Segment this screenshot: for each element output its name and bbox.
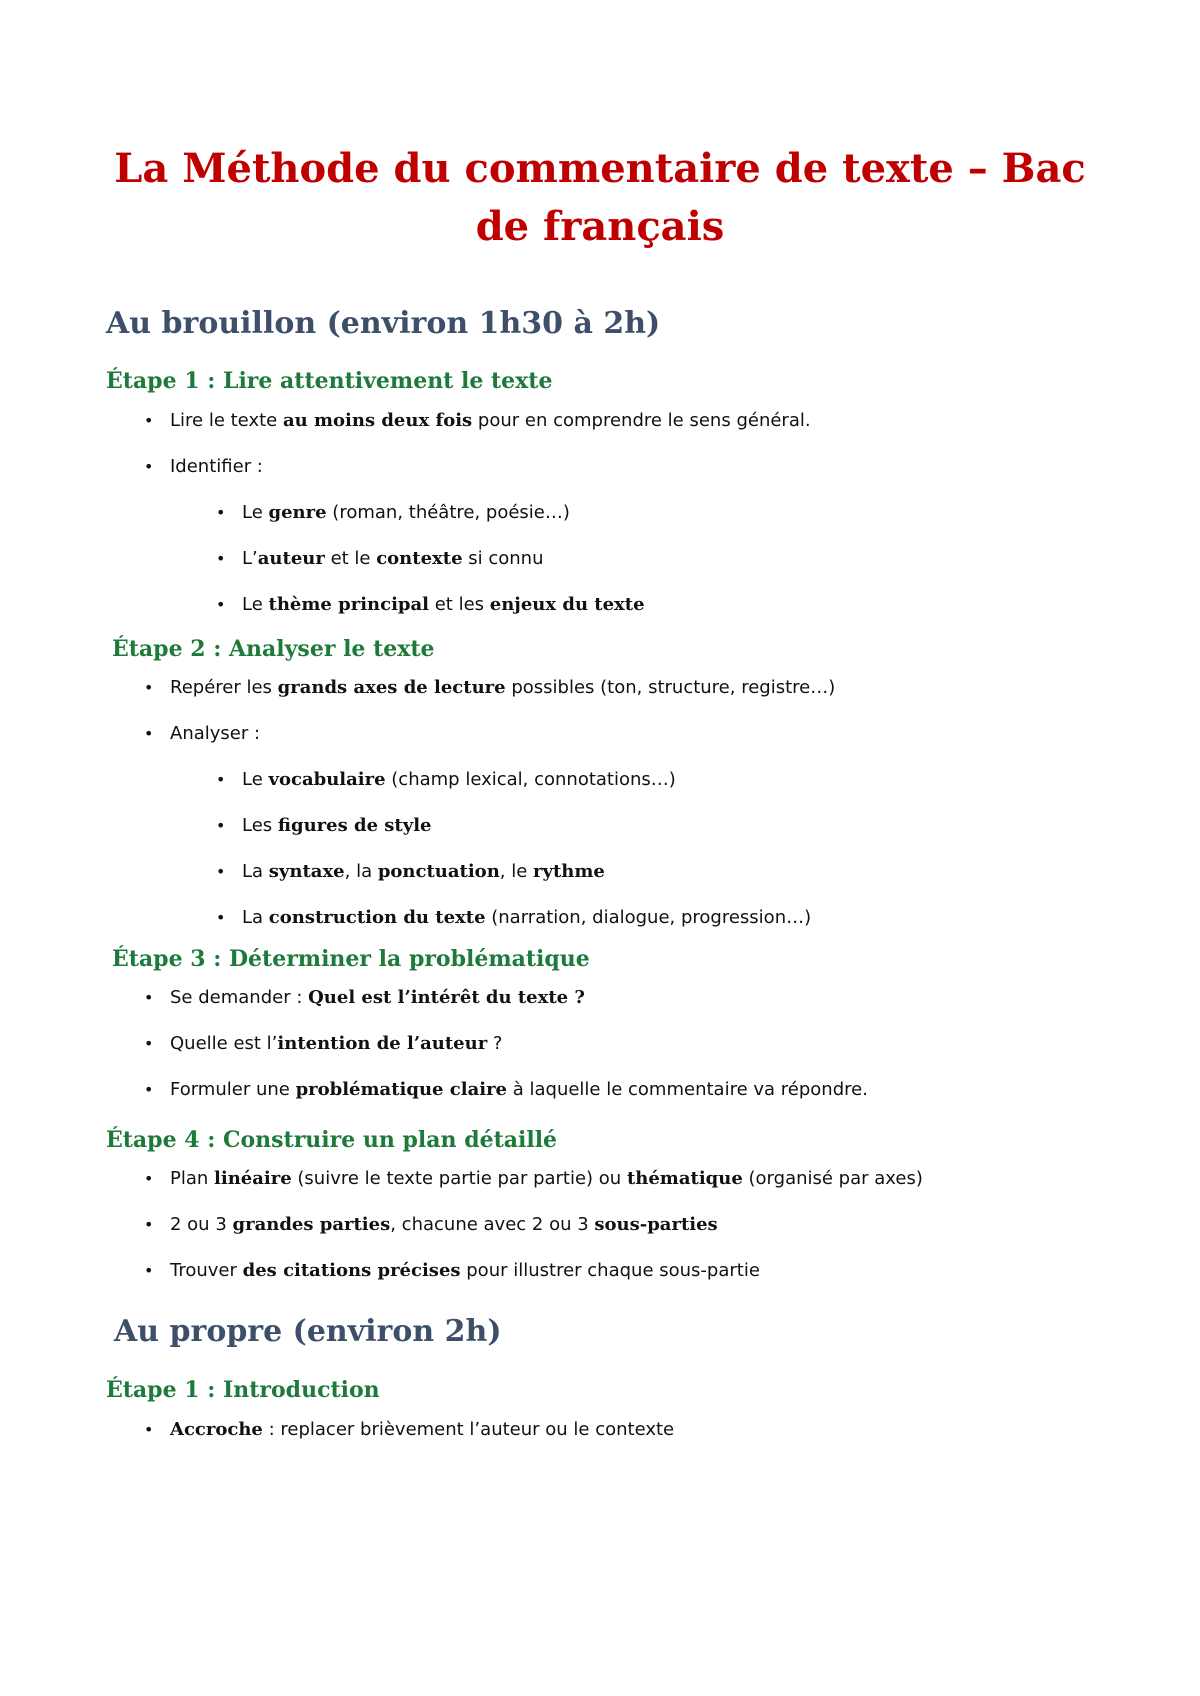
bold-text: au moins deux fois <box>282 410 473 431</box>
bullet-icon: • <box>144 1169 154 1188</box>
step-list <box>136 1415 674 1461</box>
list-item <box>136 983 868 1029</box>
bullet-icon: • <box>144 1080 154 1099</box>
list-item <box>136 1415 674 1461</box>
step-list <box>136 1164 923 1302</box>
sub-list-item <box>136 590 811 636</box>
list-text: pour illustrer chaque sous-partie <box>460 1260 760 1281</box>
bold-text: Quel est l’intérêt du texte ? <box>308 987 585 1008</box>
list-item <box>136 1256 923 1302</box>
bullet-icon: • <box>144 1215 154 1234</box>
bold-text: grandes parties <box>232 1214 391 1235</box>
list-text: Les <box>242 815 278 836</box>
list-text: , le <box>499 861 534 882</box>
list-item <box>136 1075 868 1121</box>
list-text: : replacer brièvement l’auteur ou le contexte <box>262 1419 675 1440</box>
list-text: possibles (ton, structure, registre…) <box>505 677 836 698</box>
bullet-icon: • <box>216 503 226 522</box>
bold-text: problématique claire <box>295 1079 508 1100</box>
list-text: (roman, théâtre, poésie…) <box>326 502 570 523</box>
bold-text: contexte <box>376 548 463 569</box>
step-list <box>136 983 868 1121</box>
bullet-icon: • <box>144 411 154 430</box>
list-text: La <box>242 861 269 882</box>
list-text: Trouver <box>170 1260 243 1281</box>
list-text: Lire le texte <box>170 410 283 431</box>
step-heading-1-brouillon: Étape 1 : Lire attentivement le texte <box>106 368 553 394</box>
list-text: Identifier : <box>170 456 263 477</box>
list-text: Le <box>242 502 269 523</box>
sub-list-item <box>136 544 811 590</box>
list-text: et les <box>429 594 490 615</box>
bold-text: thème principal <box>268 594 430 615</box>
list-text: ? <box>487 1033 503 1054</box>
list-text: Le <box>242 769 269 790</box>
bold-text: Accroche <box>170 1419 263 1440</box>
list-text: Se demander : <box>170 987 309 1008</box>
step-heading-1-propre: Étape 1 : Introduction <box>106 1377 380 1403</box>
list-item <box>136 1210 923 1256</box>
bullet-icon: • <box>216 816 226 835</box>
list-text: si connu <box>462 548 544 569</box>
list-item <box>136 1029 868 1075</box>
sub-list-item <box>136 498 811 544</box>
bullet-icon: • <box>144 988 154 1007</box>
bullet-icon: • <box>144 678 154 697</box>
bold-text: rythme <box>533 861 605 882</box>
bullet-icon: • <box>144 457 154 476</box>
list-item <box>136 719 835 765</box>
list-text: (organisé par axes) <box>742 1168 923 1189</box>
bold-text: genre <box>268 502 327 523</box>
list-text: à laquelle le commentaire va répondre. <box>507 1079 868 1100</box>
list-text: (narration, dialogue, progression…) <box>485 907 812 928</box>
step-heading-2-brouillon: Étape 2 : Analyser le texte <box>112 636 435 662</box>
bullet-icon: • <box>144 724 154 743</box>
list-text: , la <box>344 861 378 882</box>
list-text: Le <box>242 594 269 615</box>
section-heading-propre: Au propre (environ 2h) <box>114 1314 502 1349</box>
bold-text: des citations précises <box>242 1260 461 1281</box>
sub-list-item <box>136 811 835 857</box>
section-heading-brouillon: Au brouillon (environ 1h30 à 2h) <box>106 306 661 341</box>
document-title: La Méthode du commentaire de texte – Bac de français <box>114 145 1086 250</box>
list-text: pour en comprendre le sens général. <box>472 410 811 431</box>
bold-text: intention de l’auteur <box>277 1033 488 1054</box>
list-item <box>136 1164 923 1210</box>
step-heading-4-brouillon: Étape 4 : Construire un plan détaillé <box>106 1127 558 1153</box>
bold-text: figures de style <box>277 815 432 836</box>
bold-text: auteur <box>257 548 325 569</box>
list-item <box>136 452 811 498</box>
bold-text: construction du texte <box>268 907 486 928</box>
list-text: Analyser : <box>170 723 261 744</box>
bullet-icon: • <box>144 1034 154 1053</box>
bold-text: enjeux du texte <box>489 594 645 615</box>
bold-text: ponctuation <box>377 861 500 882</box>
bold-text: syntaxe <box>268 861 345 882</box>
bold-text: linéaire <box>214 1168 292 1189</box>
bullet-icon: • <box>144 1420 154 1439</box>
bold-text: thématique <box>626 1168 743 1189</box>
bullet-icon: • <box>216 770 226 789</box>
sub-list-item <box>136 857 835 903</box>
bold-text: grands axes de lecture <box>277 677 506 698</box>
list-text: Repérer les <box>170 677 278 698</box>
step-heading-3-brouillon: Étape 3 : Déterminer la problématique <box>112 946 590 972</box>
list-text: (champ lexical, connotations…) <box>385 769 676 790</box>
step-list <box>136 406 811 636</box>
bullet-icon: • <box>216 862 226 881</box>
sub-list-item <box>136 903 835 949</box>
list-text: Plan <box>170 1168 215 1189</box>
list-text: Formuler une <box>170 1079 296 1100</box>
bullet-icon: • <box>216 595 226 614</box>
bold-text: sous-parties <box>594 1214 718 1235</box>
list-text: La <box>242 907 269 928</box>
list-text: Quelle est l’ <box>170 1033 278 1054</box>
list-text: L’ <box>242 548 258 569</box>
bullet-icon: • <box>216 908 226 927</box>
list-text: 2 ou 3 <box>170 1214 233 1235</box>
list-text: , chacune avec 2 ou 3 <box>390 1214 595 1235</box>
bullet-icon: • <box>216 549 226 568</box>
bold-text: vocabulaire <box>268 769 386 790</box>
list-text: et le <box>324 548 377 569</box>
sub-list-item <box>136 765 835 811</box>
list-item <box>136 406 811 452</box>
list-text: (suivre le texte partie par partie) ou <box>291 1168 627 1189</box>
list-item <box>136 673 835 719</box>
step-list <box>136 673 835 949</box>
bullet-icon: • <box>144 1261 154 1280</box>
